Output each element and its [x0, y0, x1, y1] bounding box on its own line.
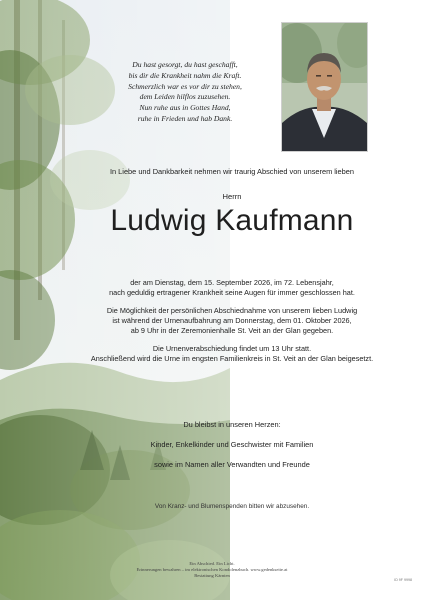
poem-line: Nun ruhe aus in Gottes Hand,	[139, 103, 231, 113]
memorial-poem	[100, 60, 270, 125]
poem-line: ruhe in Frieden und hab Dank.	[137, 113, 233, 123]
text-line: der am Dienstag, dem 15. September 2026, im 72. Lebensjahr,	[130, 278, 334, 287]
closing-relatives: sowie im Namen aller Verwandten und Freunde	[154, 460, 310, 469]
viewing-details	[40, 306, 424, 335]
text-line: Anschließend wird die Urne im engsten Familienkreis in St. Veit an der Glan beigesetzt.	[90, 353, 374, 363]
poem-line: dem Leiden hilflos zuzusehen.	[139, 92, 231, 102]
closing-family: Kinder, Enkelkinder und Geschwister mit Familien	[150, 440, 314, 449]
poem-line: Du hast gesorgt, du hast geschafft,	[132, 60, 238, 69]
text-line: nach geduldig ertragener Krankheit seine Augen für immer geschlossen hat.	[109, 287, 355, 297]
text-line: ist während der Urnenaufbahrung am Donnerstag, dem 01. Oktober 2026,	[112, 315, 352, 325]
burial-details	[40, 344, 424, 364]
text-line: Die Möglichkeit der persönlichen Abschiednahme von unserem lieben Ludwig	[106, 306, 358, 315]
donation-note: Von Kranz- und Blumenspenden bitten wir abzusehen.	[154, 503, 310, 510]
print-code: ID 9F 9998	[394, 578, 412, 582]
closing-remain: Du bleibst in unseren Herzen:	[183, 420, 281, 429]
text-line: Die Urnenverabschiedung findet um 13 Uhr statt.	[152, 344, 312, 353]
footer	[120, 561, 304, 580]
deceased-name: Ludwig Kaufmann	[110, 204, 354, 237]
footer-line: Bestattung Kärnten	[194, 573, 230, 579]
text-line: ab 9 Uhr in der Zeremonienhalle St. Veit an der Glan gegeben.	[130, 325, 334, 335]
intro-line: In Liebe und Dankbarkeit nehmen wir traurig Abschied von unserem lieben	[109, 167, 355, 176]
poem-line: bis dir die Krankheit nahm die Kraft.	[128, 70, 242, 80]
footer-line: Ein Abschied. Ein Licht.	[189, 561, 235, 566]
poem-line: Schmerzlich war es vor dir zu stehen,	[128, 81, 242, 91]
salutation: Herrn	[222, 192, 242, 201]
death-details	[40, 278, 424, 298]
portrait-photo	[281, 22, 368, 152]
footer-line: Erinnerungen bewahren – im elektronischen Kondolenzbuch. www.gedenkseite.at	[136, 567, 288, 573]
